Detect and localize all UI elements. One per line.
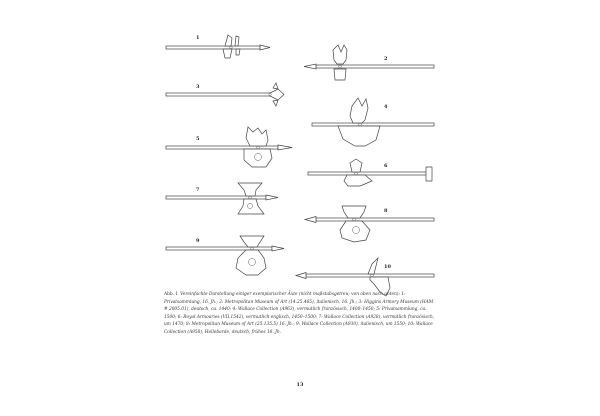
figure-number-8: 8	[384, 208, 388, 214]
axe-figure-3	[166, 83, 284, 106]
figure-number-5: 5	[196, 136, 200, 142]
figure-number-6: 6	[384, 163, 388, 169]
axe-figure-9	[166, 236, 284, 275]
figure-number-7: 7	[196, 187, 200, 193]
figure-number-10: 10	[384, 264, 391, 270]
figure-number-4: 4	[384, 104, 388, 110]
figure-caption-label: Abb. 1	[164, 292, 179, 297]
figure-number-9: 9	[196, 238, 200, 244]
figure-caption	[164, 291, 436, 337]
axe-figure-1	[166, 35, 270, 58]
axe-figure-4	[312, 98, 434, 146]
axe-figure-8	[305, 206, 434, 242]
axe-figure-5	[166, 127, 292, 167]
axe-figure-2	[304, 45, 434, 80]
axe-figure-6	[308, 159, 432, 186]
figure-number-2: 2	[384, 56, 388, 62]
axe-figure-7	[166, 183, 278, 214]
figure-number-3: 3	[196, 84, 200, 90]
page-number: 13	[296, 382, 304, 388]
figure-caption-text: Vereinfachte Darstellung einiger exemplarischer Äxte (nicht maßstabsgetreu; von oben nach unten): 1: Privatsammlung, 16. Jh.; 2: Metropolitan Museum of Art (14.25.465), italienisch, 16. Jh.; 3: Higgins Armory Museum (HAM # 2005.01), deutsch, ca. 1440; 4: Wallace Collection (A963), vermutlich französisch, 1400–1450; 5: Privatsammlung, ca. 1500; 6: Royal Armouries (VII.1542), vermutlich englisch, 1450–1500; 7: Wallace Collection (A928), vermutlich französisch, um 1470; 8: Metropolitan Museum of Art (25.135.5) 16. Jh.; 9: Wallace Collection (A930), italienisch, um 1550; 10: Wallace Collection (A958), Hellebarde, deutsch, frühes 16. Jh.	[164, 292, 435, 335]
figure-number-1: 1	[196, 35, 200, 41]
